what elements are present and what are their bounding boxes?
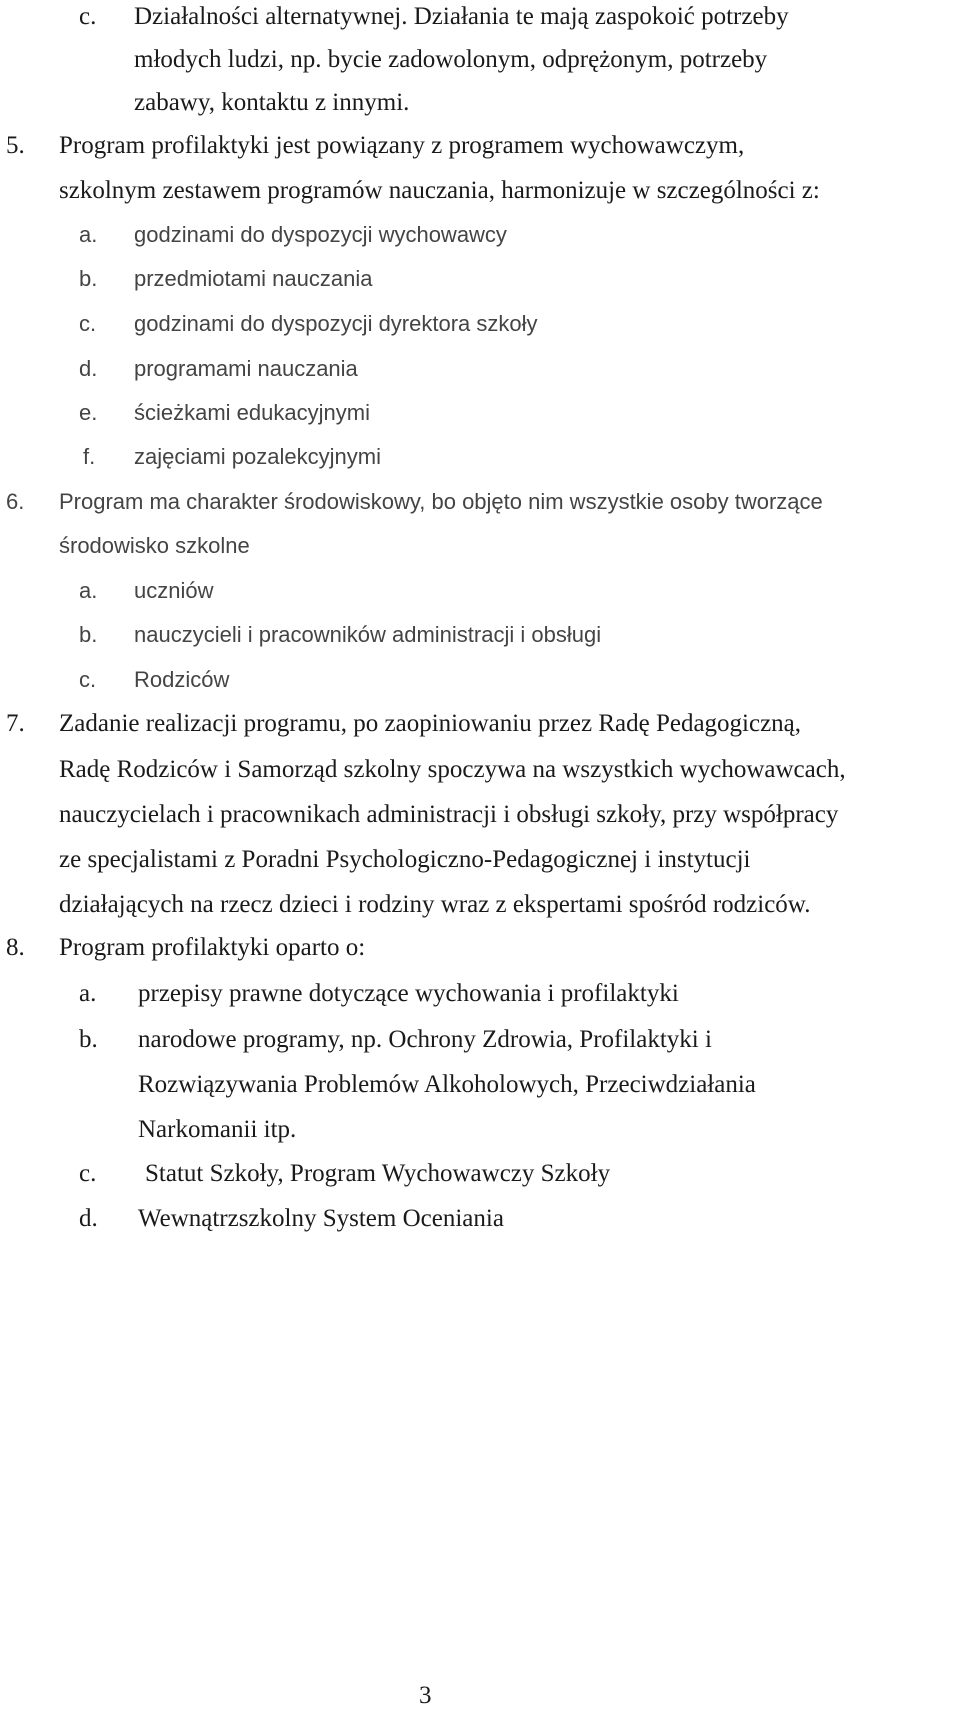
sublist-text: przepisy prawne dotyczące wychowania i profilaktyki bbox=[138, 980, 679, 1007]
list-marker: 7. bbox=[6, 710, 25, 737]
sublist-marker: c. bbox=[79, 311, 97, 336]
list-marker: c. bbox=[79, 3, 97, 30]
sublist-marker: d. bbox=[79, 356, 98, 381]
sublist-marker: b. bbox=[79, 1026, 98, 1053]
sublist-marker: d. bbox=[79, 1205, 98, 1232]
paragraph-line: szkolnym zestawem programów nauczania, harmonizuje w szczególności z: bbox=[59, 177, 820, 204]
list-marker: 6. bbox=[6, 489, 25, 514]
list-marker: 5. bbox=[6, 132, 25, 159]
page-number: 3 bbox=[419, 1682, 432, 1709]
sublist-marker: a. bbox=[79, 578, 98, 603]
sublist-text: Wewnątrzszkolny System Oceniania bbox=[138, 1205, 504, 1232]
paragraph-line: młodych ludzi, np. bycie zadowolonym, odprężonym, potrzeby bbox=[134, 46, 768, 73]
paragraph-line: zabawy, kontaktu z innymi. bbox=[134, 89, 410, 116]
sublist-text: uczniów bbox=[134, 578, 214, 603]
sublist-text: przedmiotami nauczania bbox=[134, 266, 373, 291]
sublist-text: narodowe programy, np. Ochrony Zdrowia, Profilaktyki i bbox=[138, 1026, 712, 1053]
sublist-text: programami nauczania bbox=[134, 356, 358, 381]
paragraph-line: Radę Rodziców i Samorząd szkolny spoczywa na wszystkich wychowawcach, bbox=[59, 756, 846, 783]
sublist-marker: b. bbox=[79, 622, 98, 647]
sublist-marker: a. bbox=[79, 222, 98, 247]
sublist-text: Rodziców bbox=[134, 667, 230, 692]
sublist-marker: c. bbox=[79, 667, 97, 692]
sublist-text: zajęciami pozalekcyjnymi bbox=[134, 444, 381, 469]
paragraph-line: Działalności alternatywnej. Działania te mają zaspokoić potrzeby bbox=[134, 3, 789, 30]
sublist-text: Narkomanii itp. bbox=[138, 1116, 297, 1143]
sublist-marker: f. bbox=[83, 444, 96, 469]
sublist-marker: e. bbox=[79, 400, 98, 425]
sublist-text: nauczycieli i pracowników administracji i obsługi bbox=[134, 622, 602, 647]
paragraph-line: środowisko szkolne bbox=[59, 533, 250, 558]
paragraph-line: nauczycielach i pracownikach administracji i obsługi szkoły, przy współpracy bbox=[59, 801, 839, 828]
paragraph-line: Program profilaktyki oparto o: bbox=[59, 934, 366, 961]
sublist-marker: c. bbox=[79, 1160, 97, 1187]
sublist-text: ścieżkami edukacyjnymi bbox=[134, 400, 370, 425]
paragraph-line: Program ma charakter środowiskowy, bo objęto nim wszystkie osoby tworzące bbox=[59, 489, 823, 514]
sublist-marker: a. bbox=[79, 980, 97, 1007]
paragraph-line: działających na rzecz dzieci i rodziny wraz z ekspertami spośród rodziców. bbox=[59, 891, 811, 918]
paragraph-line: Program profilaktyki jest powiązany z programem wychowawczym, bbox=[59, 132, 745, 159]
paragraph-line: ze specjalistami z Poradni Psychologiczno-Pedagogicznej i instytucji bbox=[59, 846, 751, 873]
paragraph-line: Zadanie realizacji programu, po zaopiniowaniu przez Radę Pedagogiczną, bbox=[59, 710, 802, 737]
sublist-marker: b. bbox=[79, 266, 98, 291]
sublist-text: Statut Szkoły, Program Wychowawczy Szkoły bbox=[145, 1160, 611, 1187]
sublist-text: godzinami do dyspozycji dyrektora szkoły bbox=[134, 311, 538, 336]
sublist-text: Rozwiązywania Problemów Alkoholowych, Przeciwdziałania bbox=[138, 1071, 756, 1098]
list-marker: 8. bbox=[6, 934, 25, 961]
sublist-text: godzinami do dyspozycji wychowawcy bbox=[134, 222, 507, 247]
